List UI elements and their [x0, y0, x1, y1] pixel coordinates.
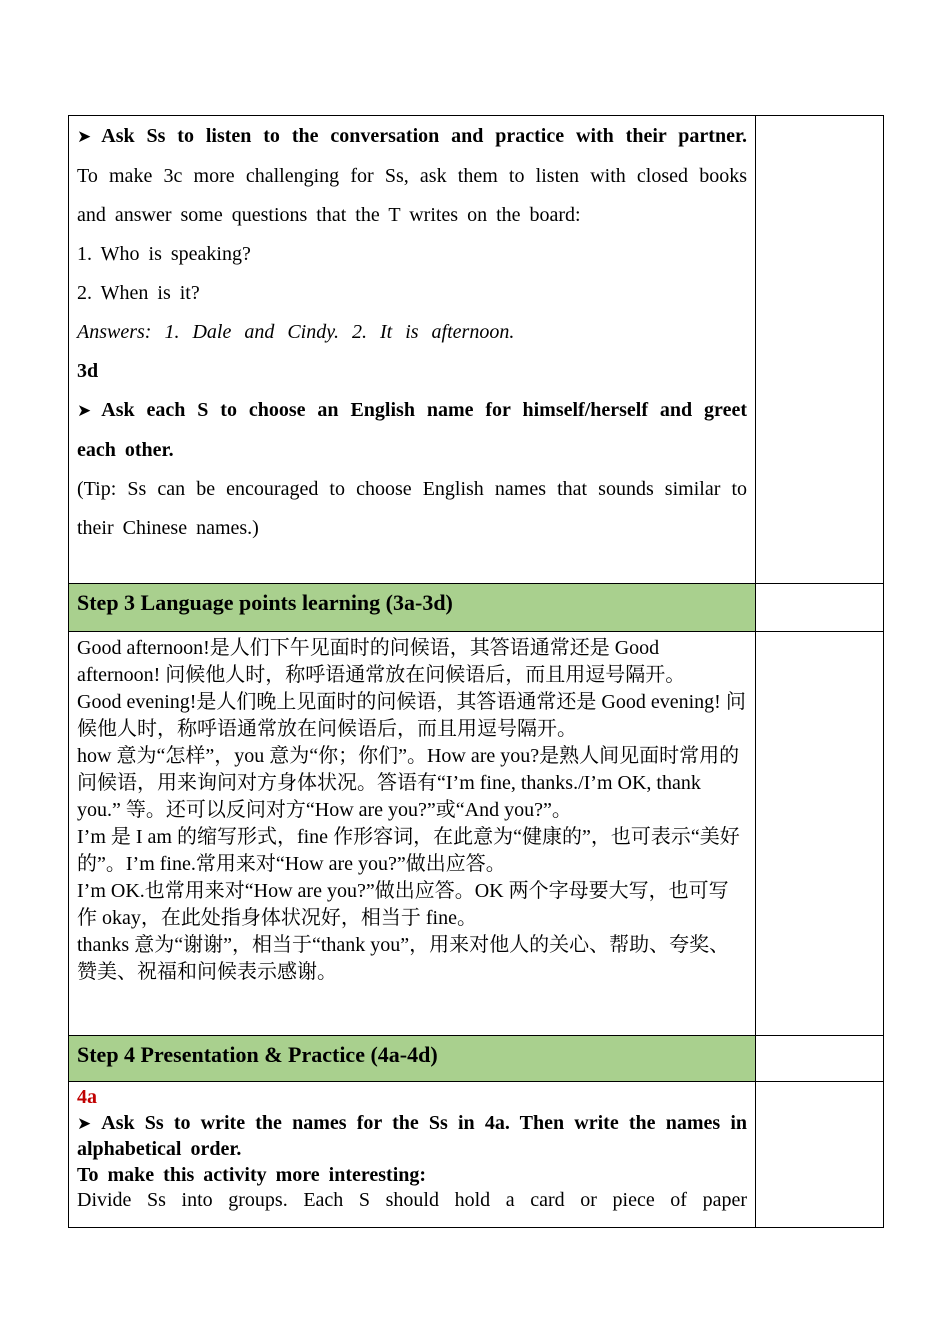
- tip-text: (Tip: Ss can be encouraged to choose English names that sounds similar to their Chinese names.): [77, 478, 747, 539]
- notes-cell: [756, 632, 884, 1036]
- activity-row-4a: [69, 1082, 884, 1228]
- lesson-plan-table: [68, 115, 884, 1228]
- language-point: Good evening!是人们晚上见面时的问候语，其答语通常还是 Good evening! 问候他人时，称呼语通常放在问候语后，而且用逗号隔开。: [77, 691, 746, 740]
- instruction-listen: Ask Ss to listen to the conversation and practice with their partner.: [101, 125, 747, 147]
- step4-title: Step 4 Presentation & Practice (4a-4d): [77, 1042, 438, 1067]
- question-1: 1. Who is speaking?: [77, 243, 251, 265]
- notes-cell: [756, 1082, 884, 1228]
- notes-cell: [756, 1036, 884, 1082]
- step-header-cell: [69, 1036, 756, 1082]
- step-header-row: [69, 584, 884, 632]
- step-header-cell: [69, 584, 756, 632]
- group-text: Divide Ss into groups. Each S should hold a card or piece of paper: [77, 1189, 747, 1211]
- instruction-line: [77, 1111, 747, 1163]
- instruction-line: [77, 117, 747, 157]
- arrow-bullet-icon: ➤: [77, 1113, 92, 1134]
- notes-cell: [756, 116, 884, 584]
- activity-row-3c-3d: [69, 116, 884, 584]
- language-point: Good afternoon!是人们下午见面时的问候语，其答语通常还是 Good afternoon! 问候他人时，称呼语通常放在问候语后，而且用逗号隔开。: [77, 637, 686, 686]
- language-points-cell: [69, 632, 756, 1036]
- arrow-bullet-icon: ➤: [77, 127, 92, 147]
- instruction-names: Ask each S to choose an English name for himself/herself and greet each other.: [77, 399, 747, 461]
- step3-title: Step 3 Language points learning (3a-3d): [77, 590, 453, 615]
- activity-cell: [69, 116, 756, 584]
- question-2: 2. When is it?: [77, 282, 200, 304]
- instruction-write-names: Ask Ss to write the names for the Ss in 4a. Then write the names in alphabetical order.: [77, 1111, 747, 1160]
- answers-line: Answers: 1. Dale and Cindy. 2. It is afternoon.: [77, 321, 515, 343]
- label-4a: 4a: [77, 1086, 97, 1108]
- language-point: I’m OK.也常用来对“How are you?”做出应答。OK 两个字母要大写，也可写作 okay，在此处指身体状况好，相当于 fine。: [77, 880, 729, 929]
- language-point: I’m 是 I am 的缩写形式，fine 作形容词，在此意为“健康的”，也可表示“美好的”。I’m fine.常用来对“How are you?”做出应答。: [77, 826, 740, 875]
- instruction-line: [77, 391, 747, 470]
- activity-cell: [69, 1082, 756, 1228]
- step-header-row: [69, 1036, 884, 1082]
- label-3d: 3d: [77, 360, 99, 382]
- language-point: how 意为“怎样”，you 意为“你；你们”。How are you?是熟人间见面时常用的问候语，用来询问对方身体状况。答语有“I’m fine, thanks./I’m OK, thank you.” 等。还可以反问对方“How are you?”或“And you?”。: [77, 745, 740, 821]
- arrow-bullet-icon: ➤: [77, 401, 92, 421]
- challenge-text: To make 3c more challenging for Ss, ask them to listen with closed books and answer some questions that the T writes on the board:: [77, 165, 747, 226]
- notes-cell: [756, 584, 884, 632]
- language-points-list: [69, 632, 755, 986]
- language-point: thanks 意为“谢谢”，相当于“thank you”，用来对他人的关心、帮助、夸奖、赞美、祝福和问候表示感谢。: [77, 934, 730, 983]
- subhead-interesting: To make this activity more interesting:: [77, 1163, 427, 1186]
- language-points-row: [69, 632, 884, 1036]
